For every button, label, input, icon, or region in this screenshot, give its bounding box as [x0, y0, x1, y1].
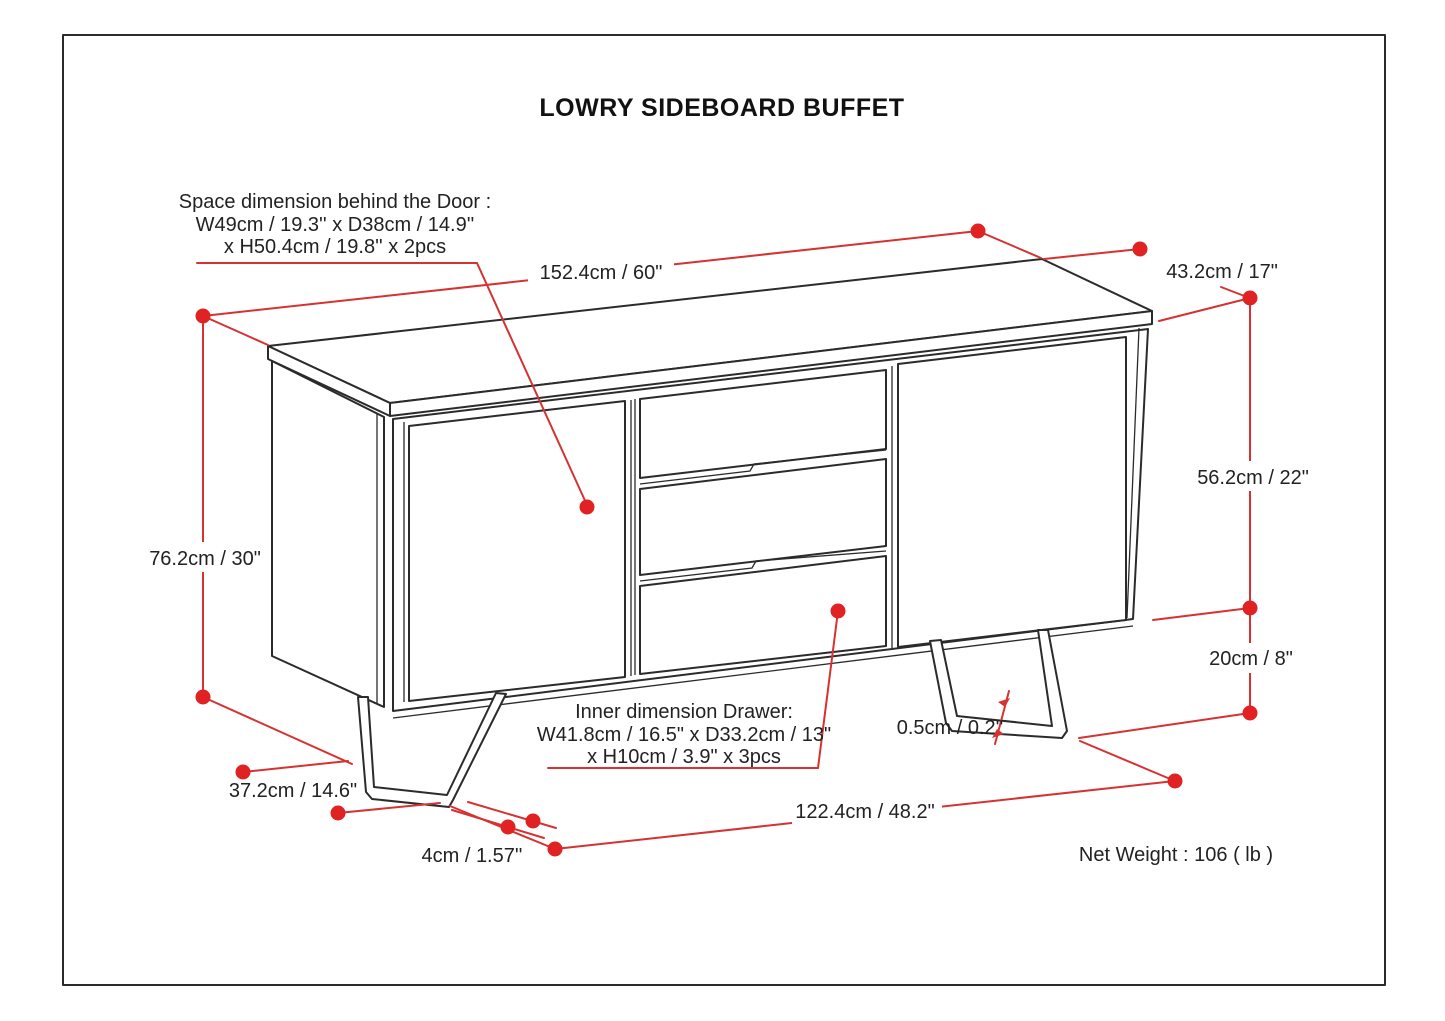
- space-callout-line-3: x H50.4cm / 19.8'' x 2pcs: [223, 236, 447, 258]
- left-door: [409, 401, 625, 701]
- leg-span-label: 37.2cm / 14.6": [228, 780, 358, 802]
- cabinet-left-panel: [272, 361, 384, 707]
- height-ext-line-top: [1159, 298, 1250, 321]
- depth-line-back: [1044, 249, 1140, 259]
- dimension-dot: [1243, 291, 1258, 306]
- overall-depth-label: 43.2cm / 17": [1166, 261, 1278, 283]
- drawer-callout-line-2: W41.8cm / 16.5" x D33.2cm / 13": [536, 724, 832, 746]
- overall-width-label: 152.4cm / 60": [539, 262, 663, 284]
- foot-length-label: 4cm / 1.57'': [421, 845, 523, 867]
- dimension-dot: [526, 814, 541, 829]
- net-weight-label: Net Weight : 106 ( lb ): [1078, 844, 1274, 866]
- dimension-dot: [501, 820, 516, 835]
- dimension-dot: [1243, 706, 1258, 721]
- dimension-dot: [236, 765, 251, 780]
- left-leg: [358, 693, 506, 807]
- leg-height-label: 20cm / 8": [1209, 648, 1293, 670]
- height-ext-line-bottom: [1079, 713, 1250, 738]
- drawer-callout-line-3: x H10cm / 3.9" x 3pcs: [587, 746, 781, 768]
- leg-span-leader-bottom: [338, 803, 440, 813]
- leg-distance-ext-right: [1080, 741, 1175, 781]
- dimension-dot: [1243, 601, 1258, 616]
- dimension-dot: [548, 842, 563, 857]
- width-ext-line-right: [978, 231, 1041, 258]
- dimension-dot: [196, 309, 211, 324]
- dimension-dot: [331, 806, 346, 821]
- dimension-dot: [1133, 242, 1148, 257]
- door-callout-dot: [580, 500, 595, 515]
- space-callout-line-1: Space dimension behind the Door :: [178, 191, 492, 213]
- dimension-dot: [1168, 774, 1183, 789]
- drawer-callout-line-1: Inner dimension Drawer:: [575, 701, 793, 723]
- metal-thickness-label: 0.5cm / 0.2'': [896, 717, 1004, 739]
- metal-thickness-arrow-up: [998, 698, 1010, 707]
- overall-height-ext-bottom: [203, 697, 352, 764]
- cabinet-height-label: 56.2cm / 22": [1197, 467, 1309, 489]
- dimension-dot: [196, 690, 211, 705]
- overall-height-label: 76.2cm / 30": [149, 548, 261, 570]
- right-door: [898, 337, 1126, 647]
- drawer-callout-dot: [831, 604, 846, 619]
- page-title: LOWRY SIDEBOARD BUFFET: [539, 94, 905, 122]
- leg-span-leader-top: [243, 761, 348, 772]
- width-ext-line-left: [203, 316, 268, 345]
- height-ext-line-mid: [1153, 608, 1250, 620]
- space-callout-line-2: W49cm / 19.3'' x D38cm / 14.9'': [195, 214, 475, 236]
- leg-distance-label: 122.4cm / 48.2": [795, 801, 935, 823]
- dimension-dot: [971, 224, 986, 239]
